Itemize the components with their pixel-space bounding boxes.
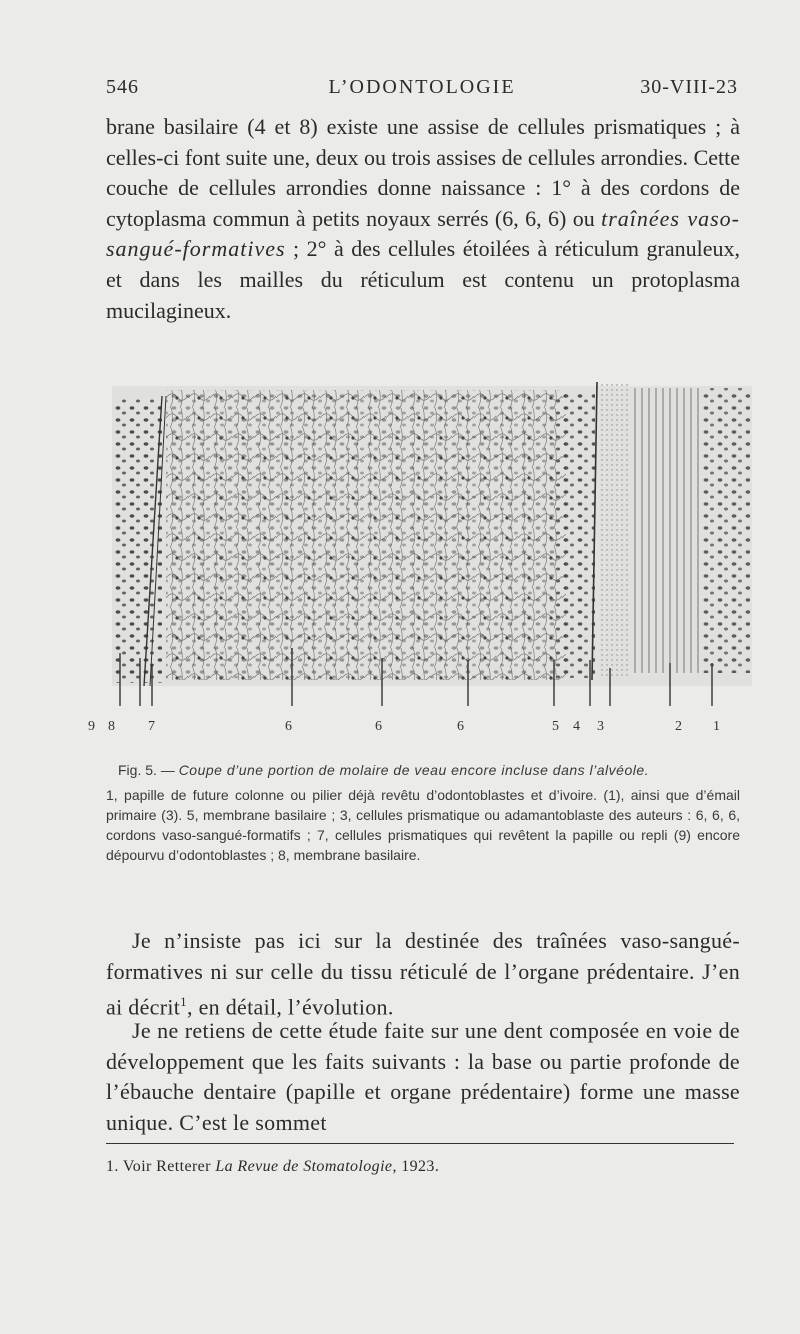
paragraph-1 [106,112,740,326]
figure-labels [88,719,720,734]
figure-label-5: 5 [552,719,559,734]
journal-title: L’ODONTOLOGIE [328,76,516,98]
enamel-layer [600,382,628,678]
figure-label-6b: 6 [375,719,382,734]
footnote-suffix: , 1923. [392,1158,440,1175]
caption-title [106,760,740,780]
cell-clusters [166,390,566,680]
figure-label-6c: 6 [457,719,464,734]
paragraph-1-text-a: brane basilaire (4 et 8) existe une assise de cellules prismatiques ; à celles-ci font suite une, deux ou trois assises de cellules arrondies. Cette couche de cellules arrondies donne naissance : 1° à des cordons de cytoplasma commun à petits noyaux serrés (6, 6, 6) ou [106,114,740,231]
figure-label-4: 4 [573,719,580,734]
paragraph-2 [106,926,740,1023]
odontoblast-columns [630,388,700,673]
papilla-edge-cells [700,388,750,673]
footnote-journal: La Revue de Stomatologie [215,1158,393,1175]
paragraph-1-italic-term: traînées vaso-sangué-formatives [106,205,740,262]
footnote-prefix: 1. Voir Retterer [106,1158,216,1175]
papilla-cell-layer [112,398,162,683]
caption-body: 1, papille de future colonne ou pilier déjà revêtu d’odontoblastes et d’ivoire. (1), ainsi que d’émail primaire (3). 5, membrane basilaire ; 3, cellules prismatique ou adamantoblaste des auteurs : 6, 6, 6, cordons vaso-sangué-formatifs ; 7, cellules prismatiques qui revêtent la papille ou repli (9) encore dépourvu d’odontoblastes ; 8, membrane basilaire. [106,787,740,863]
paragraph-1-text-b: ; 2° à des cellules étoilées à réticulum granuleux, et dans les mailles du réticulum est contenu un protoplasma mucilagineux. [106,236,740,323]
caption-title-prefix: Fig. 5. — [118,762,179,778]
caption-title-italic: Coupe d’une portion de molaire de veau encore incluse dans l’alvéole. [178,762,650,778]
running-header [106,76,738,106]
figure-label-9: 9 [88,719,95,734]
figure-label-1: 1 [713,719,720,734]
figure-caption [106,760,740,865]
footnote-divider [106,1143,734,1144]
histology-figure [88,368,760,743]
footnote [106,1158,736,1176]
prismatic-cell-layer [555,393,595,678]
figure-label-2: 2 [675,719,682,734]
figure-label-7: 7 [148,719,155,734]
figure-label-8: 8 [108,719,115,734]
issue-date: 30-VIII-23 [640,76,738,98]
paragraph-2-text-a: Je n’insiste pas ici sur la destinée des traînées vaso-sangué-formatives ni sur celle du tissu réticulé de l’organe prédentaire. J’en ai décrit [106,928,740,1020]
figure-label-6a: 6 [285,719,292,734]
page-number: 546 [106,76,139,98]
figure-label-3: 3 [597,719,604,734]
paragraph-2-text-b: , en détail, l’évolution. [186,994,394,1020]
paragraph-3: Je ne retiens de cette étude faite sur une dent composée en voie de développement que les faits suivants : la base ou partie profonde de l’ébauche dentaire (papille et organe prédentaire) forme une masse unique. C’est le sommet [106,1018,740,1135]
footnote-reference: 1 [180,994,187,1009]
